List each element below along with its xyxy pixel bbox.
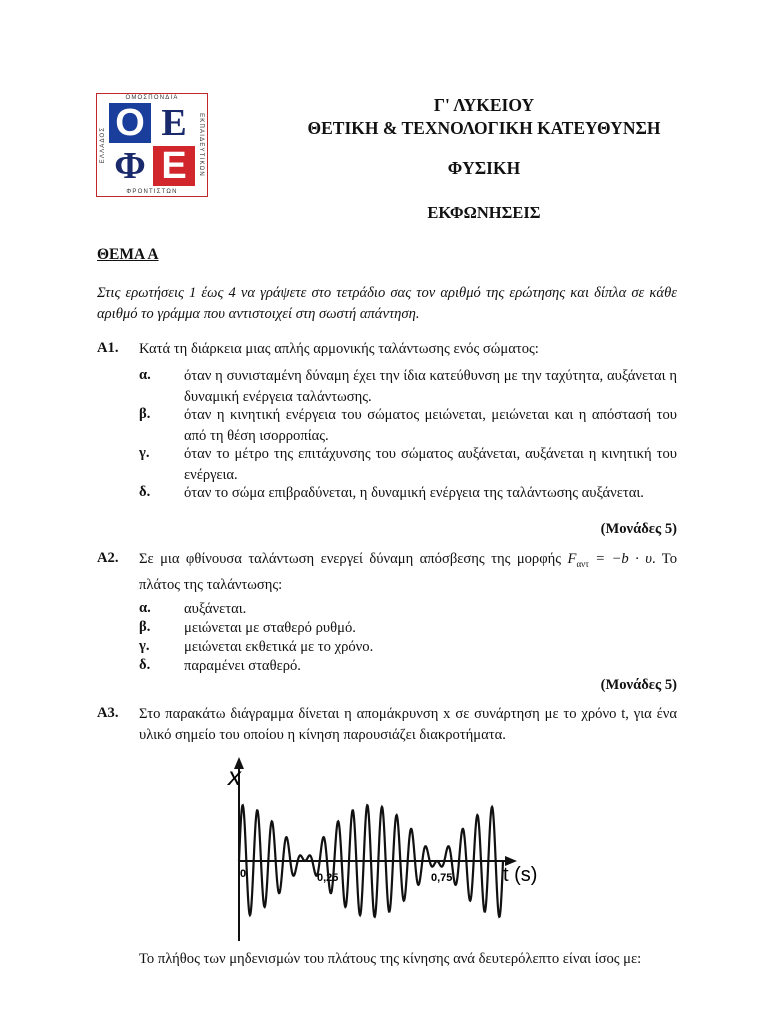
tick-label-0-25: 0,25 (317, 872, 339, 884)
formula-rest: = −b · υ (588, 551, 652, 567)
question-text-a3: Στο παρακάτω διάγραμμα δίνεται η απομάκρυνση x σε συνάρτηση με το χρόνο t, για ένα υλικό σημείο του οποίου η κίνηση παρουσιάζει διακροτήματα. (139, 706, 677, 743)
option-letter: δ. (139, 484, 151, 500)
option-text: παραμένει σταθερό. (184, 658, 301, 674)
question-number-a2: Α2. (97, 550, 119, 566)
question-text-after: . Το πλάτος της ταλάντωσης: (139, 551, 678, 593)
question-number-a3: Α3. (97, 705, 119, 721)
x-axis-label: t (s) (503, 864, 538, 886)
direction-line: ΘΕΤΙΚΗ & ΤΕΧΝΟΛΟΓΙΚΗ ΚΑΤΕΥΘΥΝΣΗ (307, 118, 661, 138)
subject-title: ΦΥΣΙΚΗ (447, 158, 521, 178)
marks-a1: (Μονάδες 5) (600, 521, 677, 537)
formula-force: F (567, 551, 577, 567)
question-text-a1: Κατά τη διάρκεια μιας απλής αρμονικής ταλάντωσης ενός σώματος: (139, 341, 539, 357)
follow-up-text: Το πλήθος των μηδενισμών του πλάτους της κίνησης ανά δευτερόλεπτο είναι ίσος με: (139, 951, 642, 967)
logo-ring-top: ΟΜΟΣΠΟΝΔΙΑ (125, 95, 179, 101)
origin-label: 0 (240, 868, 247, 880)
option-text: όταν το μέτρο της επιτάχυνσης του σώματος αυξάνεται, αυξάνεται η κινητική του ενέργεια. (184, 446, 677, 483)
question-number-a1: Α1. (97, 340, 119, 356)
y-axis-label: x (228, 761, 241, 791)
option-text: όταν το σώμα επιβραδύνεται, η δυναμική ενέργεια της ταλάντωσης αυξάνεται. (184, 485, 644, 501)
tick-label-0-75: 0,75 (431, 872, 453, 884)
oefe-logo (96, 93, 208, 197)
option-text: όταν η συνισταμένη δύναμη έχει την ίδια κατεύθυνση με την ταχύτητα, αυξάνεται η δυναμική ενέργεια ταλάντωσης. (184, 368, 677, 405)
option-text: αυξάνεται. (184, 601, 247, 617)
class-line: Γ' ΛΥΚΕΙΟΥ (433, 95, 535, 115)
damping-formula (568, 551, 652, 567)
formula-subscript: αντ (576, 558, 589, 569)
option-letter: γ. (139, 445, 150, 461)
option-letter: α. (139, 600, 151, 616)
option-text: μειώνεται εκθετικά με το χρόνο. (184, 639, 374, 655)
option-letter: δ. (139, 657, 151, 673)
logo-ring-right: ΕΚΠΑΙΔΕΥΤΙΚΩΝ (198, 113, 204, 177)
logo-ring-left: ΕΛΛΑΔΟΣ (100, 126, 106, 164)
logo-tile-f: Φ (109, 146, 151, 186)
option-text: όταν η κινητική ενέργεια του σώματος μειώνεται, μειώνεται και η απόστασή του από τη θέση ισορροπίας. (184, 407, 677, 444)
logo-tile-o: Ο (109, 103, 151, 143)
logo-tile-e: Ε (153, 103, 195, 143)
option-letter: β. (139, 406, 151, 422)
option-text: μειώνεται με σταθερό ρυθμό. (184, 620, 356, 636)
logo-ring-bottom: ΦΡΟΝΤΙΣΤΩΝ (126, 189, 178, 195)
question-text-a2 (139, 549, 677, 596)
logo-tile-e2: Ε (153, 146, 195, 186)
section-title: ΕΚΦΩΝΗΣΕΙΣ (427, 203, 541, 222)
marks-a2: (Μονάδες 5) (600, 677, 677, 693)
option-letter: α. (139, 367, 151, 383)
option-letter: β. (139, 619, 151, 635)
option-letter: γ. (139, 638, 150, 654)
beats-graph (225, 755, 545, 945)
instructions: Στις ερωτήσεις 1 έως 4 να γράψετε στο τετράδιο σας τον αριθμό της ερώτησης και δίπλα σε κάθε αριθμό το γράμμα που αντιστοιχεί στη σωστή απάντηση. (97, 285, 677, 322)
question-text-before: Σε μια φθίνουσα ταλάντωση ενεργεί δύναμη απόσβεσης της μορφής (139, 551, 562, 567)
theme-title: ΘΕΜΑ Α (97, 246, 159, 263)
